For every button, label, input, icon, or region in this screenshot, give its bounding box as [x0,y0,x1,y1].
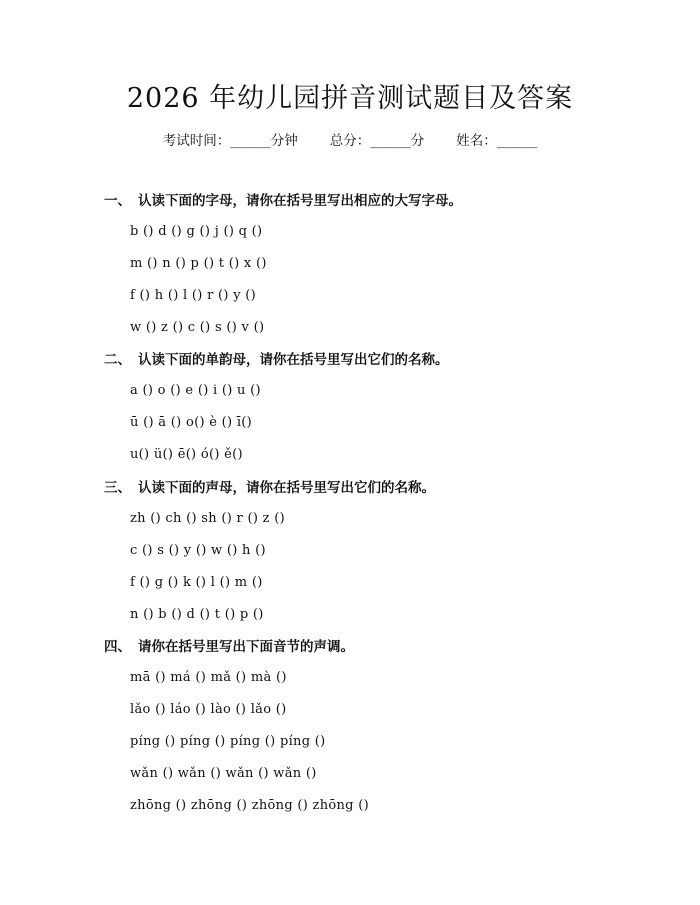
question-row: f () g () k () l () m () [130,575,263,590]
section-heading-2 [104,351,449,369]
score-label: 总分：______分 [329,133,425,149]
question-row: f () h () l () r () y () [130,288,257,303]
page-title: 2026 年幼儿园拼音测试题目及答案 [126,83,574,114]
section-number: 二、 [104,352,131,368]
question-row: zhōng () zhōng () zhōng () zhōng () [130,798,369,813]
name-label: 姓名：______ [456,133,538,149]
question-row: u() ü() ē() ó() ě() [130,447,243,462]
section-heading-3 [104,479,435,497]
question-row: m () n () p () t () x () [130,256,267,271]
section-number: 四、 [104,639,131,655]
question-row: wǎn () wǎn () wǎn () wǎn () [130,766,317,781]
question-row: ū () ā () o() è () ī() [130,415,253,430]
question-row: w () z () c () s () v () [130,320,265,335]
section-heading-1 [104,192,462,210]
question-row: a () o () e () i () u () [130,383,261,398]
section-heading-text: 认读下面的单韵母，请你在括号里写出它们的名称。 [138,352,449,368]
question-row: zh () ch () sh () r () z () [130,511,285,526]
question-row: c () s () y () w () h () [130,543,266,558]
question-row: mā () má () mǎ () mà () [130,670,287,685]
section-heading-text: 请你在括号里写出下面音节的声调。 [138,639,354,655]
time-label: 考试时间：______分钟 [162,133,298,149]
question-row: n () b () d () t () p () [130,607,264,622]
question-row: lǎo () láo () lào () lǎo () [130,702,287,717]
section-number: 三、 [104,480,131,496]
question-row: b () d () g () j () q () [130,224,263,239]
section-heading-text: 认读下面的字母，请你在括号里写出相应的大写字母。 [138,193,462,209]
section-number: 一、 [104,193,131,209]
question-row: píng () píng () píng () píng () [130,734,326,749]
section-heading-4 [104,638,354,656]
exam-meta [0,132,700,150]
section-heading-text: 认读下面的声母，请你在括号里写出它们的名称。 [138,480,435,496]
